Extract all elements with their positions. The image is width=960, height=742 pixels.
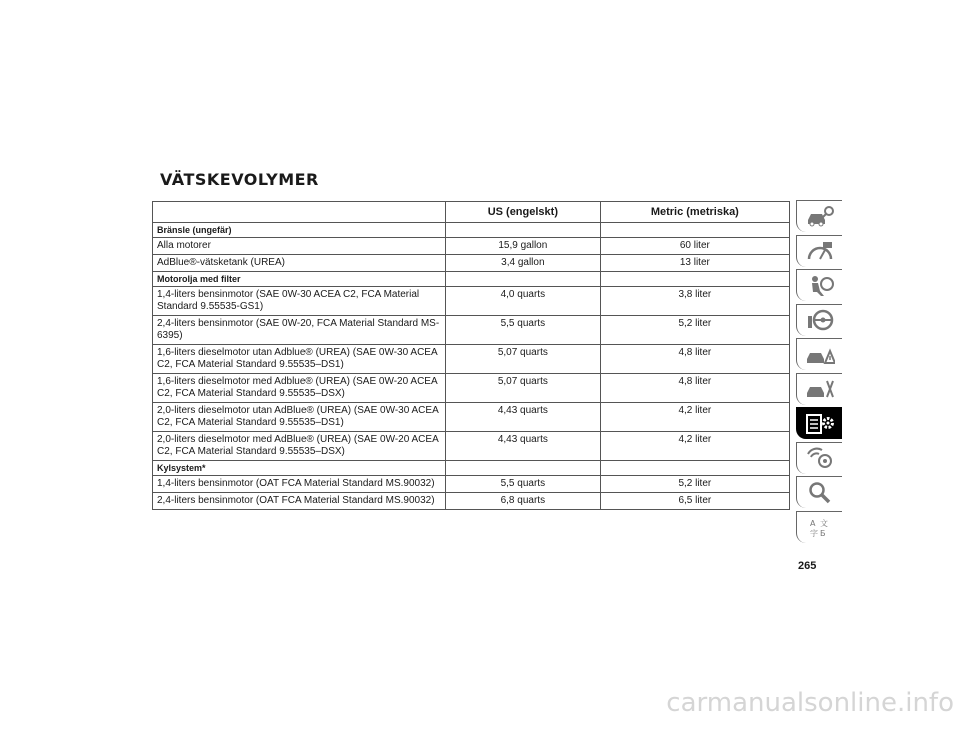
metric-value: 4,2 liter: [600, 403, 789, 432]
table-row: [153, 476, 790, 493]
tab-steering-wheel[interactable]: [796, 304, 842, 336]
row-label: 2,0-liters dieselmotor utan AdBlue® (UREA) (SAE 0W-30 ACEA C2, FCA Material Standard 9.55535–DS1): [153, 403, 446, 432]
category-label: Motorolja med filter: [153, 272, 446, 287]
roadside-emergency-icon: [805, 343, 835, 367]
table-row: [153, 493, 790, 510]
table-category-row: [153, 272, 790, 287]
tab-airbag-safety[interactable]: [796, 269, 842, 301]
metric-value: [600, 461, 789, 476]
column-header-metric: Metric (metriska): [600, 202, 789, 223]
language-icon: [805, 515, 835, 539]
watermark: carmanualsonline.info: [666, 688, 954, 718]
car-key-icon: [805, 205, 835, 229]
row-label: AdBlue®-vätsketank (UREA): [153, 255, 446, 272]
table-row: [153, 316, 790, 345]
airbag-safety-icon: [805, 274, 835, 298]
multimedia-icon: [805, 446, 835, 470]
row-label: 2,0-liters dieselmotor med AdBlue® (UREA) (SAE 0W-20 ACEA C2, FCA Material Standard 9.55535–DSX): [153, 432, 446, 461]
service-tools-icon: [805, 377, 835, 401]
us-value: 5,07 quarts: [446, 345, 601, 374]
us-value: [446, 223, 601, 238]
table-row: [153, 255, 790, 272]
fluid-capacities-table: [152, 201, 790, 510]
row-label: 1,4-liters bensinmotor (SAE 0W-30 ACEA C2, FCA Material Standard 9.55535-GS1): [153, 287, 446, 316]
us-value: 15,9 gallon: [446, 238, 601, 255]
us-value: 4,43 quarts: [446, 432, 601, 461]
table-row: [153, 287, 790, 316]
search-index-icon: [805, 481, 835, 505]
table-category-row: [153, 461, 790, 476]
table-row: [153, 238, 790, 255]
svg-text:A: A: [809, 519, 815, 528]
us-value: 4,43 quarts: [446, 403, 601, 432]
table-row: [153, 374, 790, 403]
table-category-row: [153, 223, 790, 238]
us-value: [446, 272, 601, 287]
us-value: 5,07 quarts: [446, 374, 601, 403]
svg-text:字: 字: [809, 529, 818, 538]
steering-wheel-icon: [805, 308, 835, 332]
specifications-gear-icon: [805, 412, 835, 436]
svg-text:文: 文: [819, 519, 828, 528]
category-label: Kylsystem*: [153, 461, 446, 476]
tab-dashboard-warning[interactable]: [796, 235, 842, 267]
tab-search-index[interactable]: [796, 476, 842, 508]
row-label: 1,6-liters dieselmotor med Adblue® (UREA) (SAE 0W-20 ACEA C2, FCA Material Standard 9.55535–DSX): [153, 374, 446, 403]
metric-value: 3,8 liter: [600, 287, 789, 316]
tab-specifications[interactable]: [796, 407, 842, 439]
metric-value: 6,5 liter: [600, 493, 789, 510]
metric-value: 4,8 liter: [600, 345, 789, 374]
tab-multimedia[interactable]: [796, 442, 842, 474]
us-value: [446, 461, 601, 476]
row-label: 1,6-liters dieselmotor utan Adblue® (UREA) (SAE 0W-30 ACEA C2, FCA Material Standard 9.55535–DS1): [153, 345, 446, 374]
table-row: [153, 432, 790, 461]
metric-value: [600, 223, 789, 238]
column-header-description: [153, 202, 446, 223]
dashboard-warning-icon: [805, 239, 835, 263]
tab-language[interactable]: [796, 511, 842, 543]
us-value: 6,8 quarts: [446, 493, 601, 510]
row-label: Alla motorer: [153, 238, 446, 255]
us-value: 5,5 quarts: [446, 316, 601, 345]
category-label: Bränsle (ungefär): [153, 223, 446, 238]
page-number: 265: [798, 560, 817, 572]
metric-value: 5,2 liter: [600, 476, 789, 493]
metric-value: 13 liter: [600, 255, 789, 272]
table-row: [153, 345, 790, 374]
page-heading: VÄTSKEVOLYMER: [160, 170, 319, 189]
tab-car-key[interactable]: [796, 200, 842, 232]
table-header-row: [153, 202, 790, 223]
metric-value: 60 liter: [600, 238, 789, 255]
row-label: 1,4-liters bensinmotor (OAT FCA Material Standard MS.90032): [153, 476, 446, 493]
tab-roadside-emergency[interactable]: [796, 338, 842, 370]
us-value: 5,5 quarts: [446, 476, 601, 493]
us-value: 4,0 quarts: [446, 287, 601, 316]
svg-text:Б: Б: [819, 529, 825, 538]
row-label: 2,4-liters bensinmotor (SAE 0W-20, FCA Material Standard MS-6395): [153, 316, 446, 345]
us-value: 3,4 gallon: [446, 255, 601, 272]
row-label: 2,4-liters bensinmotor (OAT FCA Material Standard MS.90032): [153, 493, 446, 510]
metric-value: 5,2 liter: [600, 316, 789, 345]
tab-service-tools[interactable]: [796, 373, 842, 405]
metric-value: [600, 272, 789, 287]
metric-value: 4,8 liter: [600, 374, 789, 403]
chapter-tabs: [796, 200, 842, 545]
table-row: [153, 403, 790, 432]
metric-value: 4,2 liter: [600, 432, 789, 461]
column-header-us: US (engelskt): [446, 202, 601, 223]
